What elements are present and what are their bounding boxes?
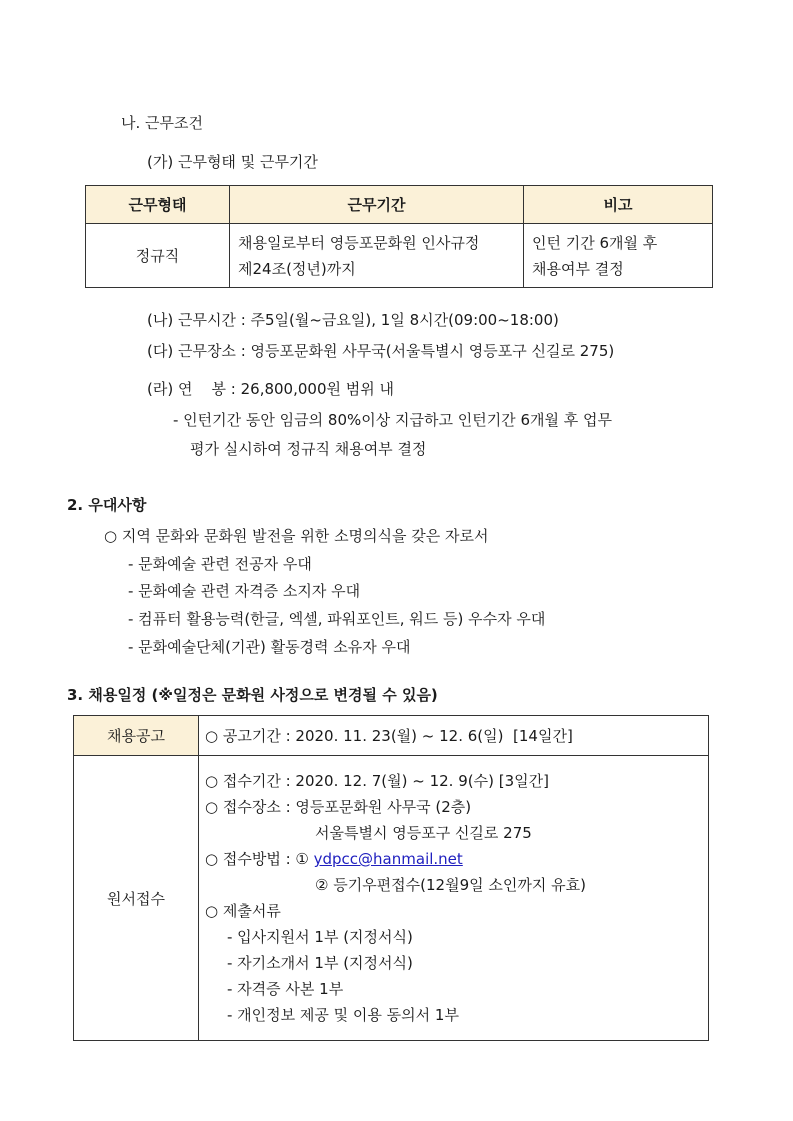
list-item: - 컴퓨터 활용능력(한글, 엑셀, 파워포인트, 워드 등) 우수자 우대 (128, 610, 546, 628)
cell-work-period (230, 224, 524, 288)
schedule-table (73, 715, 709, 1041)
period-line-1: 채용일로부터 영등포문화원 인사규정 (238, 233, 480, 252)
work-conditions-heading: 나. 근무조건 (121, 114, 203, 132)
apply-label: 원서접수 (74, 756, 199, 1041)
table-header-row (86, 186, 713, 224)
list-item: - 자격증 사본 1부 (227, 980, 344, 998)
apply-method-2: ② 등기우편접수(12월9일 소인까지 유효) (315, 876, 586, 894)
header-work-period: 근무기간 (230, 186, 524, 224)
list-item: - 문화예술 관련 자격증 소지자 우대 (128, 582, 361, 600)
apply-address: 서울특별시 영등포구 신길로 275 (315, 824, 532, 842)
notice-period: ○ 공고기간 : 2020. 11. 23(월) ~ 12. 6(일) [14일간] (199, 716, 709, 756)
cell-work-type: 정규직 (86, 224, 230, 288)
apply-period: ○ 접수기간 : 2020. 12. 7(월) ~ 12. 9(수) [3일간] (205, 772, 549, 790)
period-line-2: 제24조(정년)까지 (238, 259, 356, 278)
apply-method (205, 846, 708, 872)
list-item: - 문화예술 관련 전공자 우대 (128, 555, 312, 573)
apply-details (199, 756, 709, 1041)
list-item: - 자기소개서 1부 (지정서식) (227, 954, 413, 972)
preference-intro: ○ 지역 문화와 문화원 발전을 위한 소명의식을 갖은 자로서 (104, 527, 489, 545)
note-line-1: 인턴 기간 6개월 후 (532, 233, 658, 252)
table-row (74, 756, 709, 1041)
list-item: - 개인정보 제공 및 이용 동의서 1부 (227, 1006, 459, 1024)
work-type-subheading: (가) 근무형태 및 근무기간 (147, 153, 318, 171)
cell-note (524, 224, 713, 288)
header-note: 비고 (524, 186, 713, 224)
salary-note-line-2: 평가 실시하여 정규직 채용여부 결정 (190, 440, 427, 458)
salary-note-line-1: - 인턴기간 동안 임금의 80%이상 지급하고 인턴기간 6개월 후 업무 (173, 411, 612, 429)
table-row (74, 716, 709, 756)
note-line-2: 채용여부 결정 (532, 259, 624, 278)
header-work-type: 근무형태 (86, 186, 230, 224)
email-link[interactable]: ydpcc@hanmail.net (313, 850, 463, 868)
work-place: (다) 근무장소 : 영등포문화원 사무국(서울특별시 영등포구 신길로 275) (147, 342, 615, 360)
apply-place: ○ 접수장소 : 영등포문화원 사무국 (2층) (205, 798, 472, 816)
work-hours: (나) 근무시간 : 주5일(월~금요일), 1일 8시간(09:00~18:00) (147, 311, 559, 329)
table-row (86, 224, 713, 288)
docs-heading: ○ 제출서류 (205, 902, 281, 920)
schedule-heading: 3. 채용일정 (※일정은 문화원 사정으로 변경될 수 있음) (67, 686, 438, 704)
list-item: - 문화예술단체(기관) 활동경력 소유자 우대 (128, 638, 411, 656)
apply-method-prefix: ○ 접수방법 : ① (205, 850, 309, 868)
notice-label: 채용공고 (74, 716, 199, 756)
salary: (라) 연 봉 : 26,800,000원 범위 내 (147, 380, 394, 398)
work-type-table (85, 185, 713, 288)
list-item: - 입사지원서 1부 (지정서식) (227, 928, 413, 946)
preference-heading: 2. 우대사항 (67, 496, 147, 514)
